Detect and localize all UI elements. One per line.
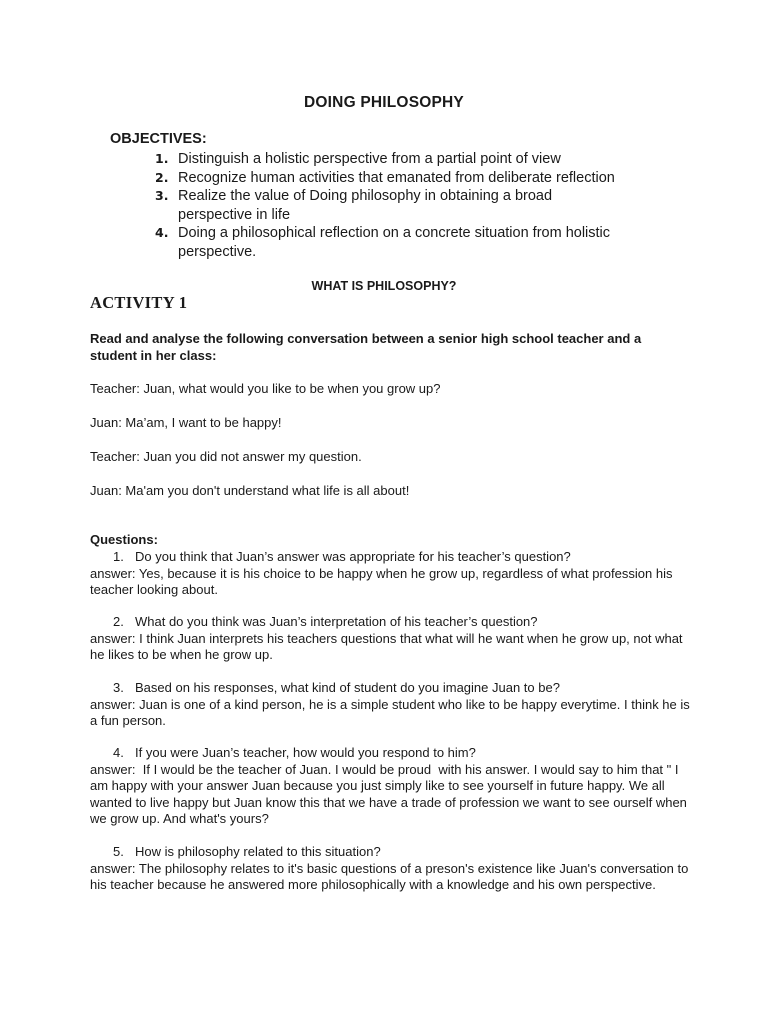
objectives-heading: OBJECTIVES:	[110, 131, 207, 147]
objective-number: 1.	[155, 151, 169, 166]
objective-text: Doing a philosophical reflection on a concrete situation from holistic perspective.	[178, 225, 611, 260]
question-block	[90, 745, 690, 828]
document-title: DOING PHILOSOPHY	[304, 94, 464, 111]
question-number: 5.	[113, 844, 124, 859]
objective-number: 3.	[155, 188, 169, 203]
question-label: How is philosophy related to this situation?	[135, 844, 381, 859]
question-text	[90, 680, 690, 697]
question-text	[90, 549, 690, 566]
question-block	[90, 614, 690, 664]
question-label: If you were Juan’s teacher, how would you respond to him?	[135, 745, 476, 760]
answer-text: answer: The philosophy relates to it's basic questions of a preson's existence like Juan's conversation to his teacher because he answered more philosophically with a knowledge and his own perspective.	[90, 860, 692, 892]
question-text	[90, 745, 690, 762]
conversation-line: Teacher: Juan you did not answer my question.	[90, 449, 362, 464]
question-number: 4.	[113, 745, 124, 760]
conversation-line: Juan: Ma'am you don't understand what life is all about!	[90, 483, 410, 498]
objective-number: 4.	[155, 225, 169, 240]
objective-item	[150, 169, 670, 188]
answer-text: answer: I think Juan interprets his teachers questions that what will he want when he grow up, not what he likes to be when he grow up.	[90, 630, 687, 662]
question-label: Do you think that Juan’s answer was appropriate for his teacher’s question?	[135, 549, 571, 564]
instruction-text: Read and analyse the following conversation between a senior high school teacher and a student in her class:	[90, 331, 642, 363]
objectives-list	[150, 150, 670, 261]
objective-text: Distinguish a holistic perspective from a partial point of view	[178, 151, 561, 167]
objective-text: Realize the value of Doing philosophy in obtaining a broad perspective in life	[178, 188, 553, 223]
conversation-line: Teacher: Juan, what would you like to be when you grow up?	[90, 381, 441, 396]
objective-item	[150, 187, 670, 224]
question-number: 3.	[113, 680, 124, 695]
conversation-line: Juan: Ma’am, I want to be happy!	[90, 415, 282, 430]
question-text	[90, 844, 690, 861]
objective-item	[150, 224, 670, 261]
question-block	[90, 680, 694, 730]
answer-text: answer: Yes, because it is his choice to be happy when he grow up, regardless of what profession his teacher looking about.	[90, 565, 677, 597]
activity-heading: ACTIVITY 1	[90, 293, 188, 312]
objective-number: 2.	[155, 169, 169, 185]
answer-text: answer: Juan is one of a kind person, he is a simple student who like to be happy everytime. I think he is a fun person.	[90, 696, 694, 728]
question-block	[90, 549, 690, 599]
objective-text: Recognize human activities that emanated from deliberate reflection	[178, 169, 615, 186]
questions-heading: Questions:	[90, 532, 158, 547]
question-label: What do you think was Juan’s interpretation of his teacher’s question?	[135, 614, 538, 629]
question-label: Based on his responses, what kind of student do you imagine Juan to be?	[135, 680, 560, 695]
section-heading: WHAT IS PHILOSOPHY?	[311, 279, 457, 293]
objective-item	[150, 150, 670, 169]
question-number: 2.	[113, 614, 124, 629]
question-text	[90, 614, 690, 631]
answer-text: answer: If I would be the teacher of Juan. I would be proud with his answer. I would say to him that " I am happy with your answer Juan because you just simply like to see yourself in future happy. We all wanted to live happy but Juan know this that we have a trade of profession we want to see ourself when we grow up. And what's yours?	[90, 761, 691, 826]
question-block	[90, 844, 690, 894]
question-number: 1.	[113, 549, 124, 564]
